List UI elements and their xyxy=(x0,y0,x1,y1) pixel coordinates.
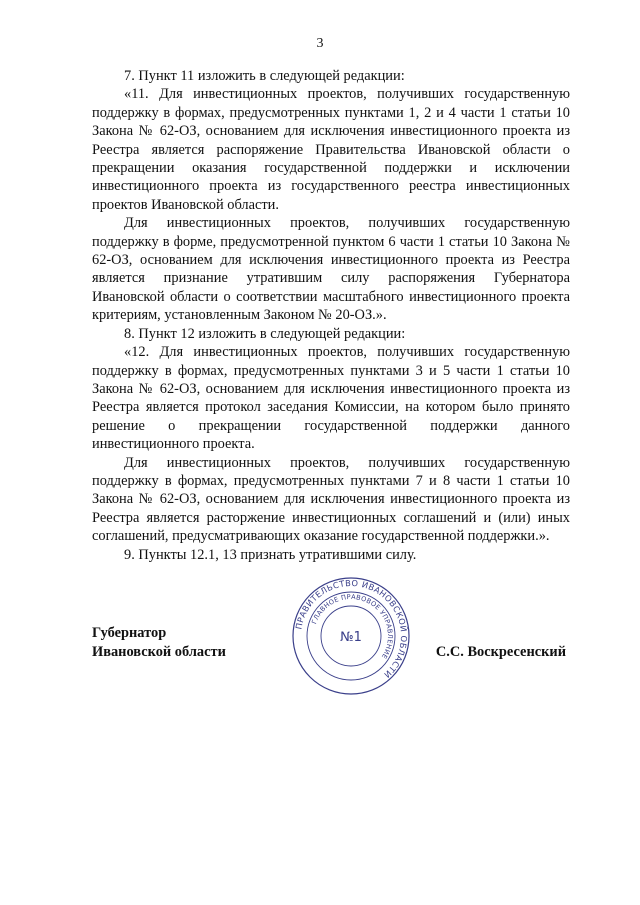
stamp-inner-text: ГЛАВНОЕ ПРАВОВОЕ УПРАВЛЕНИЕ xyxy=(310,592,395,661)
paragraph: 9. Пункты 12.1, 13 признать утратившими силу. xyxy=(124,546,417,563)
signature-title-line: Губернатор xyxy=(92,625,167,641)
paragraph: «12. Для инвестиционных проектов, получивших государственную поддержку в формах, предусмотренных пунктами 3 и 5 части 1 статьи 10 Закона № 62-ОЗ, основанием для исключения инвестиционного проекта из Реестра является протокол заседания Комиссии, на котором было принято решение о прекращении государственной поддержки данного инвестиционного проекта. xyxy=(92,344,570,453)
paragraph: «11. Для инвестиционных проектов, получивших государственную поддержку в формах, предусмотренных пунктами 1, 2 и 4 части 1 статьи 10 Закона № 62-ОЗ, основанием для исключения инвестиционного проекта из Реестра является распоряжение Правительства Ивановской области о прекращении оказания государственной поддержки и исключении инвестиционного проекта из государственного реестра инвестиционных проектов Ивановской области. xyxy=(92,86,570,213)
page-number: 3 xyxy=(316,36,324,51)
stamp-center-text: №1 xyxy=(340,630,362,645)
signature-title-line: Ивановской области xyxy=(92,644,226,660)
paragraph: Для инвестиционных проектов, получивших государственную поддержку в формах, предусмотренных пунктами 7 и 8 части 1 статьи 10 Закона № 62-ОЗ, основанием для исключения инвестиционного проекта из Реестра является расторжение инвестиционных соглашений и (или) иных соглашений, предусматривающих оказание государственной поддержки.». xyxy=(92,454,570,545)
official-stamp xyxy=(291,576,411,696)
paragraph: 8. Пункт 12 изложить в следующей редакции: xyxy=(124,325,406,342)
paragraph: 7. Пункт 11 изложить в следующей редакции: xyxy=(124,68,405,84)
signatory-name: С.С. Воскресенский xyxy=(435,644,566,660)
paragraph: Для инвестиционных проектов, получивших государственную поддержку в форме, предусмотренной пунктом 6 части 1 статьи 10 Закона № 62-ОЗ, основанием для исключения инвестиционного проекта из Реестра является признание утратившим силу распоряжения Губернатора Ивановской области о соответствии масштабного инвестиционного проекта критериям, установленным Законом № 20-ОЗ.». xyxy=(92,215,570,324)
signature-title xyxy=(92,624,226,662)
document-body xyxy=(92,67,570,564)
stamp-outer-text: ПРАВИТЕЛЬСТВО ИВАНОВСКОЙ ОБЛАСТИ xyxy=(293,577,410,681)
